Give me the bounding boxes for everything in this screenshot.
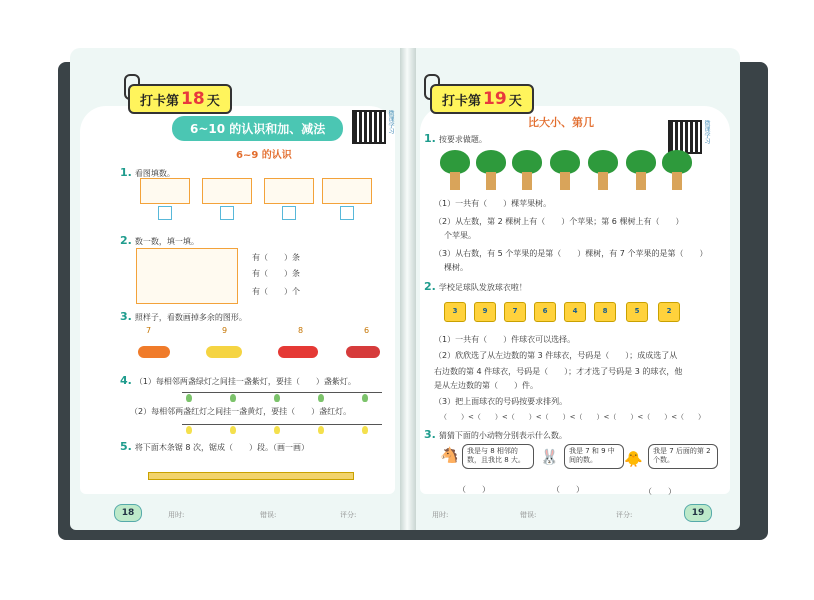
question-text: 将下面木条锯 8 次，锯成（ ）段。（画一画） xyxy=(134,443,310,452)
yellow-lamp-icon xyxy=(318,426,324,434)
q2-line-5: （3）把上面球衣的号码按要求排列。 xyxy=(434,397,568,406)
speech-bubble-2: 我是 7 和 9 中间的数。 xyxy=(564,444,624,469)
question-5 xyxy=(120,440,309,453)
page-number: 19 xyxy=(684,504,712,522)
jersey-icon xyxy=(504,302,526,322)
apple-tree-icon xyxy=(440,150,470,174)
q2-line-1: （1）一共有（ ）件球衣可以选择。 xyxy=(434,335,576,344)
lamp-string xyxy=(182,392,382,393)
q2-line-3: 右边数的第 4 件球衣，号码是（ ）；才才选了号码是 3 的球衣，他 xyxy=(434,367,683,376)
tree-trunk xyxy=(672,172,682,190)
count-row: 有（ ）条 xyxy=(252,269,300,278)
day-suffix: 天 xyxy=(508,93,522,109)
footer-time: 用时: xyxy=(168,511,185,519)
green-lamp-icon xyxy=(230,394,236,402)
question-number: 5. xyxy=(120,440,132,453)
q2-ordering-blanks[interactable]: （ ）<（ ）<（ ）<（ ）<（ ）<（ ）<（ ）<（ ） xyxy=(440,413,706,421)
apple-tree-icon xyxy=(626,150,656,174)
question-4-part-2: （2）每相邻两盏红灯之间挂一盏黄灯，要挂（ ）盏红灯。 xyxy=(130,407,352,416)
qr-code-icon[interactable] xyxy=(352,110,386,144)
jersey-number: 3 xyxy=(452,307,458,315)
question-number: 2. xyxy=(120,234,132,247)
jersey-number: 7 xyxy=(512,307,518,315)
green-lamp-icon xyxy=(318,394,324,402)
tree-trunk xyxy=(450,172,460,190)
apple-tree-icon xyxy=(662,150,692,174)
yellow-lamp-icon xyxy=(274,426,280,434)
q1-line-4: （3）从右数，有 5 个苹果的是第（ ）棵树，有 7 个苹果的是第（ ） xyxy=(434,249,708,258)
fruit-box-1 xyxy=(140,178,190,204)
jersey-number: 6 xyxy=(542,307,548,315)
left-day-badge xyxy=(128,84,232,114)
green-lamp-icon xyxy=(186,394,192,402)
qr-label: 微课学习 xyxy=(703,120,710,144)
target-number: 7 xyxy=(146,326,152,335)
strawberries-icon xyxy=(346,346,380,358)
answer-grid[interactable] xyxy=(340,206,354,220)
answer-grid[interactable] xyxy=(220,206,234,220)
yellow-lamp-icon xyxy=(186,426,192,434)
jersey-icon xyxy=(594,302,616,322)
wood-stick[interactable] xyxy=(148,472,354,480)
jersey-icon xyxy=(564,302,586,322)
lesson-title: 比大小、第几 xyxy=(528,116,594,129)
answer-grid[interactable] xyxy=(158,206,172,220)
question-3 xyxy=(120,310,247,323)
q1-line-3: 个苹果。 xyxy=(444,231,476,240)
q2-line-4: 是从左边数的第（ ）件。 xyxy=(434,381,538,390)
footer-score: 评分: xyxy=(616,511,633,519)
question-text: 数一数，填一填。 xyxy=(134,237,199,246)
lamp-string xyxy=(182,424,382,425)
jersey-icon xyxy=(444,302,466,322)
yellow-lamp-icon xyxy=(230,426,236,434)
question-text: （1）每相邻两盏绿灯之间挂一盏紫灯，要挂（ ）盏紫灯。 xyxy=(134,377,356,386)
question-number: 1. xyxy=(424,132,436,145)
green-lamp-icon xyxy=(274,394,280,402)
fruit-box-2 xyxy=(202,178,252,204)
footer-error: 错误: xyxy=(520,511,537,519)
footer-error: 错误: xyxy=(260,511,277,519)
speech-bubble-1: 我是与 8 相邻的数，且我比 8 大。 xyxy=(462,444,534,469)
count-row: 有（ ）条 xyxy=(252,253,300,262)
jersey-number: 4 xyxy=(572,307,578,315)
day-prefix: 打卡第 xyxy=(442,93,482,109)
question-text: 照样子，看数画掉多余的图形。 xyxy=(134,313,247,322)
jersey-number: 2 xyxy=(666,307,672,315)
tree-trunk xyxy=(486,172,496,190)
question-text: 猜猜下面的小动物分别表示什么数。 xyxy=(438,431,567,440)
chick-icon: 🐥 xyxy=(624,450,643,468)
fruit-box-4 xyxy=(322,178,372,204)
question-text: 按要求做题。 xyxy=(438,135,487,144)
question-number: 3. xyxy=(424,428,436,441)
target-number: 9 xyxy=(222,326,228,335)
speech-bubble-3: 我是 7 后面的第 2 个数。 xyxy=(648,444,718,469)
day-number: 18 xyxy=(181,89,205,109)
apple-tree-icon xyxy=(476,150,506,174)
question-2 xyxy=(120,234,199,247)
question-text: 看图填数。 xyxy=(134,169,175,178)
jersey-icon xyxy=(534,302,556,322)
question-4 xyxy=(120,374,356,387)
tree-trunk xyxy=(560,172,570,190)
jersey-icon xyxy=(626,302,648,322)
q2-line-2: （2）欣欣选了从左边数的第 3 件球衣，号码是（ ）；成成选了从 xyxy=(434,351,678,360)
day-prefix: 打卡第 xyxy=(140,93,180,109)
jersey-number: 8 xyxy=(602,307,608,315)
day-suffix: 天 xyxy=(206,93,220,109)
jersey-icon xyxy=(474,302,496,322)
tree-trunk xyxy=(636,172,646,190)
question-number: 3. xyxy=(120,310,132,323)
q1-line-5: 棵树。 xyxy=(444,263,468,272)
day-number: 19 xyxy=(483,89,507,109)
question-number: 2. xyxy=(424,280,436,293)
right-day-badge xyxy=(430,84,534,114)
apple-tree-icon xyxy=(550,150,580,174)
qr-label: 微课学习 xyxy=(387,110,394,134)
page-number: 18 xyxy=(114,504,142,522)
q1-line-2: （2）从左数，第 2 棵树上有（ ）个苹果；第 6 棵树上有（ ） xyxy=(434,217,684,226)
fish-box xyxy=(136,248,238,304)
answer-blank-3[interactable]: （ ） xyxy=(644,487,676,496)
lesson-title: 6~10 的认识和加、减法 xyxy=(172,116,343,141)
question-1 xyxy=(424,132,487,145)
apple-tree-icon xyxy=(588,150,618,174)
pears-icon xyxy=(206,346,242,358)
tree-trunk xyxy=(522,172,532,190)
green-lamp-icon xyxy=(362,394,368,402)
qr-code-icon[interactable] xyxy=(668,120,702,154)
yellow-lamp-icon xyxy=(362,426,368,434)
donkey-icon: 🐴 xyxy=(440,446,459,464)
question-number: 4. xyxy=(120,374,132,387)
jersey-number: 9 xyxy=(482,307,488,315)
fruit-box-3 xyxy=(264,178,314,204)
tree-trunk xyxy=(598,172,608,190)
apple-tree-icon xyxy=(512,150,542,174)
rabbit-icon: 🐰 xyxy=(540,448,559,466)
question-2 xyxy=(424,280,527,293)
footer-score: 评分: xyxy=(340,511,357,519)
jersey-icon xyxy=(658,302,680,322)
section-title: 6~9 的认识 xyxy=(236,150,292,161)
question-3 xyxy=(424,428,567,441)
carrots-icon xyxy=(138,346,170,358)
jersey-number: 5 xyxy=(634,307,640,315)
target-number: 8 xyxy=(298,326,304,335)
question-number: 1. xyxy=(120,166,132,179)
count-row: 有（ ）个 xyxy=(252,287,300,296)
answer-grid[interactable] xyxy=(282,206,296,220)
answer-blank-2[interactable]: （ ） xyxy=(552,485,584,494)
answer-blank-1[interactable]: （ ） xyxy=(458,485,490,494)
q1-line-1: （1）一共有（ ）棵苹果树。 xyxy=(434,199,552,208)
target-number: 6 xyxy=(364,326,370,335)
apples-icon xyxy=(278,346,318,358)
book-spine xyxy=(400,48,416,530)
footer-time: 用时: xyxy=(432,511,449,519)
question-text: 学校足球队发放球衣啦！ xyxy=(438,283,527,292)
